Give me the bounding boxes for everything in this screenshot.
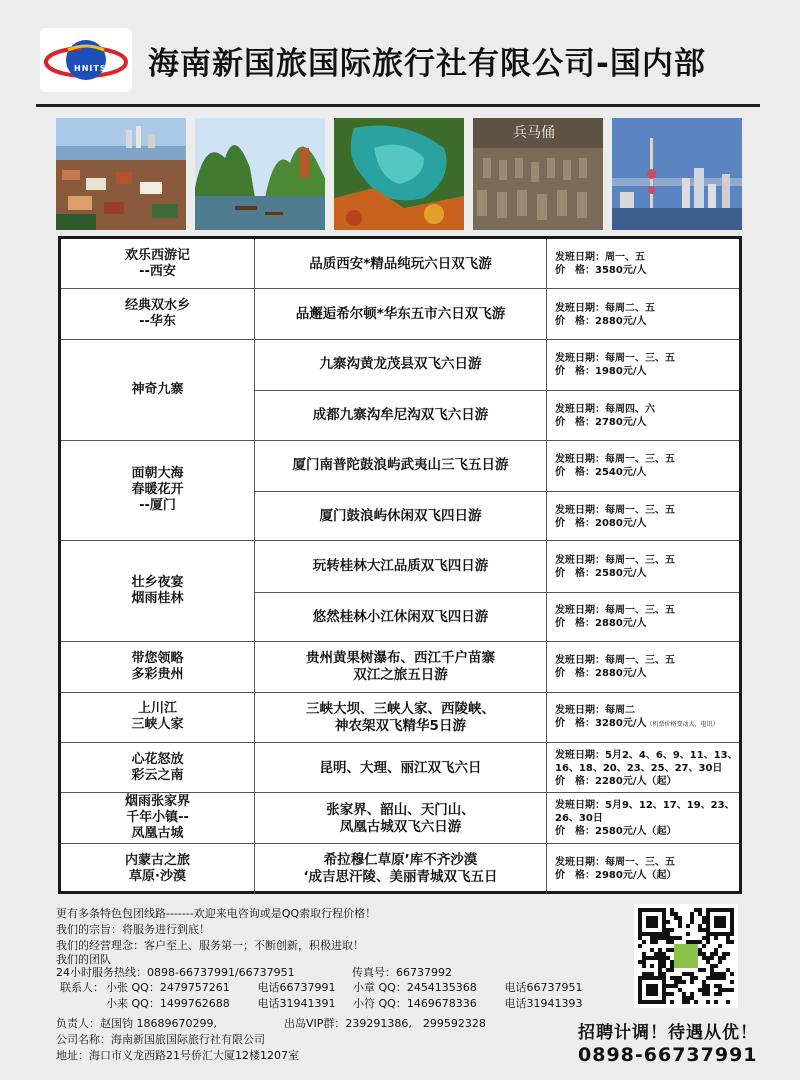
price-line (555, 667, 739, 680)
price-line (555, 567, 739, 580)
route-group (61, 340, 739, 441)
price: 价 格：2780元/人 (555, 416, 647, 428)
contact-name: 小来 (106, 997, 128, 1010)
logo-text: HNITS (74, 64, 107, 73)
route-info (555, 391, 739, 440)
region-label: 面朝大海 春暖花开 --厦门 (61, 441, 255, 541)
route-row (255, 541, 739, 591)
route-title: 厦门鼓浪屿休闲双飞四日游 (255, 492, 547, 541)
philosophy-text: 我们的经营理念：客户至上、服务第一；不断创新，积极进取！ (56, 939, 364, 952)
route-title: 品邂逅希尔顿*华东五市六日双飞游 (255, 289, 547, 339)
itinerary-table (58, 236, 742, 894)
region-label: 经典双水乡 --华东 (61, 289, 255, 338)
region-label: 神奇九寨 (61, 340, 255, 440)
route-title: 希拉穆仁草原’库不齐沙漠 ‘成吉思汗陵、美丽青城双飞五日 (255, 844, 547, 894)
departure-date: 发班日期：每周一、三、五 (555, 453, 675, 465)
route-row (255, 693, 739, 743)
manager-line (56, 1016, 626, 1032)
route-title: 昆明、大理、丽江双飞六日 (255, 743, 547, 793)
region-label: 内蒙古之旅 草原·沙漠 (61, 844, 255, 894)
coastal-city-photo (56, 118, 186, 230)
header (36, 22, 766, 98)
service-hotline: 24小时服务热线：0898-66737991/66737951 (56, 966, 295, 979)
price: 价 格：2980元/人（起） (555, 869, 677, 881)
route-row (255, 743, 739, 793)
route-info (555, 844, 739, 894)
route-title: 九寨沟黄龙茂县双飞六日游 (255, 340, 547, 390)
departure-date: 发班日期：5月2、4、6、9、11、13、 16、18、20、23、25、27、30日 (555, 749, 738, 774)
departure-date: 发班日期：每周一、三、五 (555, 554, 675, 566)
price: 价 格：2580元/人 (555, 567, 647, 579)
contact-tel: 电话66737991 (257, 981, 336, 994)
recruit-slogan: 招聘计调！待遇从优！ (578, 1023, 758, 1043)
route-info (555, 793, 739, 843)
departure-date: 发班日期：每周二 (555, 705, 635, 717)
price-line (555, 869, 739, 882)
contact-name: 小符 (353, 997, 375, 1010)
route-row (255, 390, 739, 440)
team-heading: 我们的团队 (56, 953, 111, 966)
route-row (255, 491, 739, 541)
company-name-text: 公司名称：海南新国旅国际旅行社有限公司 (56, 1033, 265, 1046)
route-group (61, 642, 739, 692)
route-title: 成都九寨沟牟尼沟双飞六日游 (255, 391, 547, 440)
fax-number: 传真号：66737992 (352, 966, 452, 979)
route-row (255, 340, 739, 390)
price: 价 格：2580元/人（起） (555, 826, 677, 838)
price: 价 格：2540元/人 (555, 466, 647, 478)
price-line (555, 617, 739, 630)
contact-tel: 电话66737951 (504, 981, 583, 994)
route-group (61, 239, 739, 289)
company-logo (40, 28, 132, 92)
departure-date: 发班日期：每周一、三、五 (555, 352, 675, 364)
route-title: 三峡大坝、三峡人家、西陵峡、 神农架双飞精华5日游 (255, 693, 547, 743)
route-info (555, 642, 739, 692)
contact-phone: 0898-66737991 (578, 1044, 758, 1066)
route-group (61, 441, 739, 542)
price-line (555, 264, 739, 277)
shanghai-skyline-photo (612, 118, 742, 230)
departure-date: 发班日期：每周一、三、五 (555, 504, 675, 516)
route-info (555, 239, 739, 289)
route-title: 厦门南普陀鼓浪屿武夷山三飞五日游 (255, 441, 547, 491)
route-info (555, 593, 739, 642)
contact-name: 小张 (106, 981, 128, 994)
region-label: 带您领略 多彩贵州 (61, 642, 255, 691)
route-info (555, 492, 739, 541)
manager-text: 负责人：赵国钧 18689670299, (56, 1017, 217, 1030)
contact-tel: 电话31941393 (504, 997, 583, 1010)
terracotta-warriors-photo (473, 118, 603, 230)
route-row (255, 642, 739, 692)
contact-qq: QQ：2454135368 (378, 981, 477, 994)
more-routes-text: 更有多条特色包团线路-------欢迎来电咨询或是QQ索取行程价格！ (56, 907, 377, 920)
contacts-row-1 (56, 980, 626, 996)
route-row (255, 793, 739, 843)
departure-date: 发班日期：每周二、五 (555, 302, 655, 314)
price: 价 格：2880元/人 (555, 668, 647, 680)
price-line (555, 517, 739, 530)
route-row (255, 592, 739, 642)
page-title: 海南新国旅国际旅行社有限公司-国内部 (148, 46, 706, 82)
route-row (255, 844, 739, 894)
contact-qq: QQ：1469678336 (378, 997, 477, 1010)
contact-name: 小章 (353, 981, 375, 994)
route-info (555, 743, 739, 793)
departure-date: 发班日期：周一、五 (555, 252, 645, 264)
price-line (555, 775, 739, 788)
price-line (555, 416, 739, 429)
price: 价 格：1980元/人 (555, 365, 647, 377)
photo-strip (56, 118, 744, 230)
price: 价 格：2880元/人 (555, 315, 647, 327)
price-note: （机票价格变动大，电讯） (646, 721, 719, 729)
departure-date: 发班日期：每周一、三、五 (555, 605, 675, 617)
price: 价 格：2880元/人 (555, 618, 647, 630)
tenet-text: 我们的宗旨：将服务进行到底！ (56, 923, 210, 936)
route-title: 张家界、韶山、天门山、 凤凰古城双飞六日游 (255, 793, 547, 843)
price-line (555, 717, 739, 731)
contact-qq: QQ：1499762688 (131, 997, 230, 1010)
departure-date: 发班日期：每周一、三、五 (555, 856, 675, 868)
price: 价 格：2280元/人（起） (555, 775, 677, 787)
route-title: 贵州黄果树瀑布、西江千户苗寨 双江之旅五日游 (255, 642, 547, 692)
route-info (555, 541, 739, 591)
departure-date: 发班日期：每周四、六 (555, 403, 655, 415)
route-info (555, 441, 739, 491)
region-label: 心花怒放 彩云之南 (61, 743, 255, 792)
route-info (555, 693, 739, 743)
region-label: 上川江 三峡人家 (61, 693, 255, 742)
footer-info (56, 906, 626, 1064)
route-group (61, 289, 739, 339)
vip-group-text: 出岛VIP群：239291386, 299592328 (284, 1017, 486, 1030)
price: 价 格：3280元/人 (555, 718, 647, 730)
region-label: 烟雨张家界 千年小镇-- 凤凰古城 (61, 793, 255, 842)
address-text: 地址：海口市义龙西路21号侨汇大厦12楼1207室 (56, 1049, 299, 1062)
route-group (61, 844, 739, 894)
contacts-row-2 (56, 996, 626, 1012)
route-group (61, 693, 739, 743)
route-row (255, 239, 739, 289)
route-row (255, 441, 739, 491)
qr-code (634, 904, 738, 1008)
route-group (61, 541, 739, 642)
route-info (555, 289, 739, 339)
jiuzhaigou-lake-photo (334, 118, 464, 230)
departure-date: 发班日期：每周一、三、五 (555, 655, 675, 667)
route-group (61, 793, 739, 843)
contact-qq: QQ：2479757261 (131, 981, 230, 994)
contact-tel: 电话31941391 (257, 997, 336, 1010)
header-divider (36, 104, 760, 107)
route-row (255, 289, 739, 339)
price-line (555, 466, 739, 479)
route-info (555, 340, 739, 390)
route-group (61, 743, 739, 793)
route-title: 悠然桂林小江休闲双飞四日游 (255, 593, 547, 642)
photo-overlay-text: 兵马俑 (513, 125, 555, 141)
price-line (555, 825, 739, 838)
departure-date: 发班日期：5月9、12、17、19、23、 26、30日 (555, 800, 735, 825)
route-title: 玩转桂林大江品质双飞四日游 (255, 541, 547, 591)
karst-river-photo (195, 118, 325, 230)
price: 价 格：3580元/人 (555, 265, 647, 277)
price: 价 格：2080元/人 (555, 517, 647, 529)
region-label: 壮乡夜宴 烟雨桂林 (61, 541, 255, 641)
contact-label: 联系人： (60, 981, 104, 994)
price-line (555, 315, 739, 328)
region-label: 欢乐西游记 --西安 (61, 239, 255, 288)
hotline-line (56, 965, 626, 980)
route-title: 品质西安*精品纯玩六日双飞游 (255, 239, 547, 289)
price-line (555, 365, 739, 378)
